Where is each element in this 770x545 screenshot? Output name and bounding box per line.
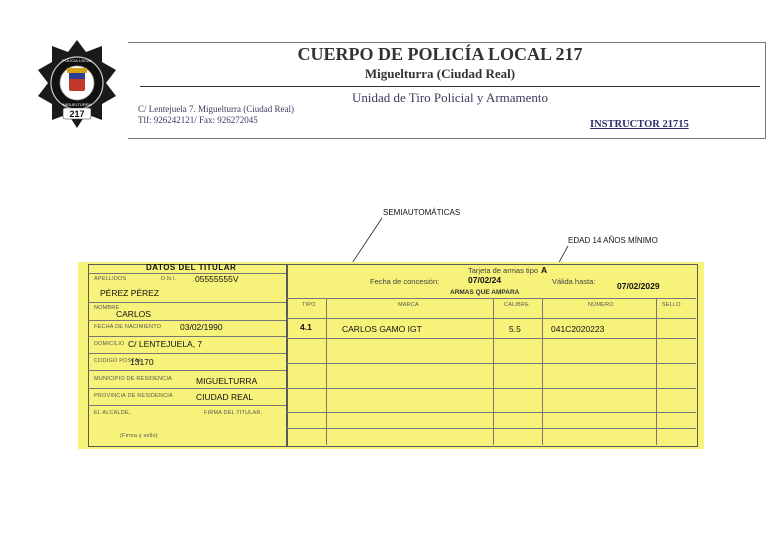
dni-label: D.N.I. (161, 276, 177, 282)
logo-text-top: POLICIA LOCAL (62, 58, 92, 63)
row-tipo: 4.1 (300, 322, 312, 332)
fecha-nacimiento-value: 03/02/1990 (180, 322, 223, 332)
firma-titular-label: FIRMA DEL TITULAR, (204, 410, 263, 416)
col-divider-2 (493, 298, 494, 445)
armas-ampara-header: ARMAS QUE AMPARA (450, 289, 520, 296)
letterhead-title: CUERPO DE POLICÍA LOCAL 217 (297, 44, 583, 64)
logo-number: 217 (69, 109, 85, 119)
row-rule-5 (286, 412, 696, 413)
fecha-nacimiento-label: FECHA DE NACIMIENTO (94, 324, 162, 330)
letterhead-subtitle: Miguelturra (Ciudad Real) (364, 66, 516, 81)
logo-text-bottom: MIGUELTURRA (62, 102, 92, 107)
instructor-id: INSTRUCTOR 21715 (590, 119, 689, 130)
col-divider-4 (656, 298, 657, 445)
letterhead-phone: Tlf: 926242121/ Fax: 926272045 (138, 115, 258, 125)
apellidos-label: APELLIDOS (94, 276, 127, 282)
domicilio-label: DOMICILIO (94, 341, 125, 347)
provincia-label: PROVINCIA DE RESIDENCIA (94, 393, 173, 399)
codigo-postal-label: CODIGO POSTAL (94, 358, 142, 364)
titular-rule-3 (88, 336, 286, 337)
row-marca: CARLOS GAMO IGT (342, 324, 422, 334)
annotation-edad: EDAD 14 AÑOS MÍNIMO (568, 236, 658, 245)
row-numero: 041C2020223 (551, 324, 605, 334)
titular-rule-4 (88, 353, 286, 354)
weapons-card (78, 262, 704, 449)
row-calibre: 5.5 (509, 324, 521, 334)
nombre-value: CARLOS (116, 309, 151, 319)
apellidos-value: PÉREZ PÉREZ (100, 288, 160, 298)
dni-value: 05555555V (195, 274, 239, 284)
titular-rule-5 (88, 370, 286, 371)
letterhead-unit: Unidad de Tiro Policial y Armamento (351, 90, 549, 105)
provincia-value: CIUDAD REAL (196, 392, 254, 402)
codigo-postal-value: 13170 (130, 357, 154, 367)
firma-sello-label: (Firma y sello) (120, 433, 158, 439)
fecha-concesion-value: 07/02/24 (468, 275, 502, 285)
row-rule-4 (286, 388, 696, 389)
letterhead-address: C/ Lentejuela 7. Miguelturra (Ciudad Real) (138, 104, 294, 114)
tarjeta-header-rule (286, 298, 696, 299)
annotation-semiautomaticas: SEMIAUTOMÁTICAS (383, 208, 461, 217)
tarjeta-tipo-label: Tarjeta de armas tipo (468, 266, 539, 275)
valida-hasta-label: Válida hasta: (552, 277, 596, 286)
nombre-label: NOMBRE (94, 305, 120, 311)
titular-header: DATOS DEL TITULAR (146, 263, 237, 272)
row-rule-3 (286, 363, 696, 364)
col-marca-label: MARCA (398, 302, 419, 308)
col-divider-3 (542, 298, 543, 445)
col-divider-1 (326, 298, 327, 445)
col-tipo-label: TIPO (302, 302, 316, 308)
titular-rule-7 (88, 405, 286, 406)
col-calibre-label: CALIBRE (504, 302, 529, 308)
valida-hasta-value: 07/02/2029 (617, 281, 660, 291)
row-rule-2 (286, 338, 696, 339)
titular-rule-2 (88, 320, 286, 321)
titular-rule-6 (88, 388, 286, 389)
col-sello-label: SELLO (662, 302, 681, 308)
municipio-value: MIGUELTURRA (196, 376, 258, 386)
col-numero-label: NÚMERO (588, 302, 614, 308)
municipio-label: MUNICIPIO DE RESIDENCIA (94, 376, 172, 382)
alcalde-label: EL ALCALDE, (94, 410, 131, 416)
domicilio-value: C/ LENTEJUELA, 7 (128, 339, 203, 349)
row-rule-1 (286, 318, 696, 319)
titular-header-rule (88, 273, 286, 274)
fecha-concesion-label: Fecha de concesión: (370, 277, 440, 286)
tarjeta-tipo-value: A (541, 265, 548, 275)
titular-rule-1 (88, 302, 286, 303)
row-rule-6 (286, 428, 696, 429)
